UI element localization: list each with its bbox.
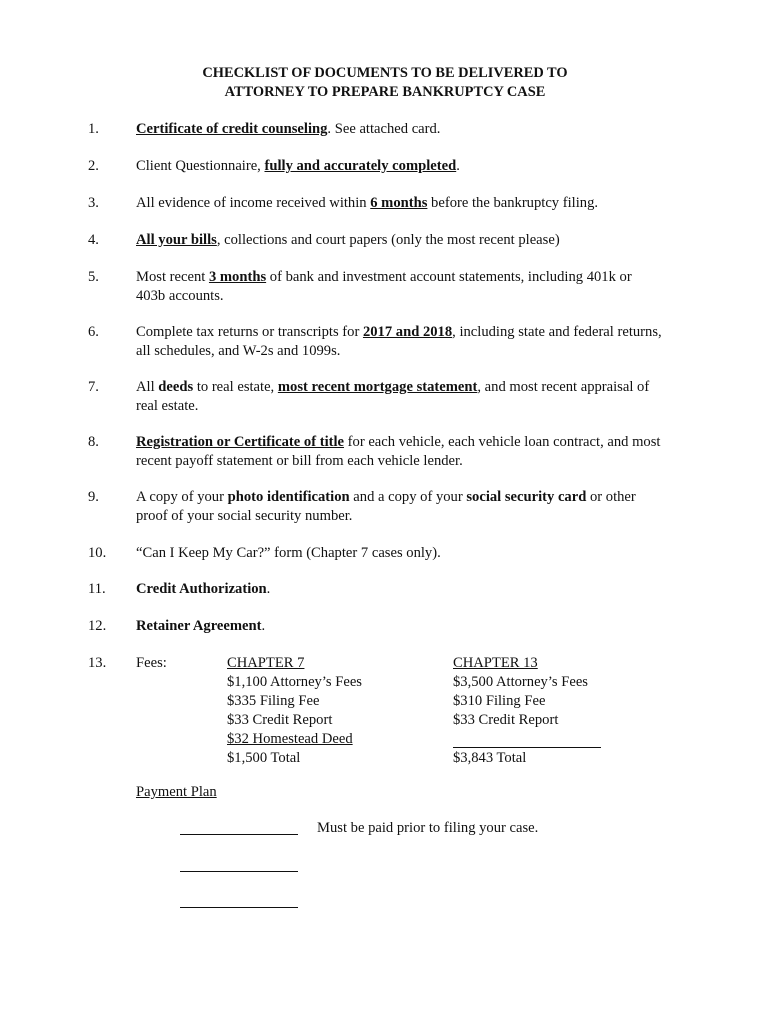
item-text: to real estate, [193,379,278,395]
chapter-7-homestead-deed: $32 Homestead Deed [227,731,353,747]
item-number: 9. [88,489,99,505]
chapter-13-blank-line [453,747,601,748]
chapter-7-total: $1,500 Total [227,750,301,766]
chapter-13-filing-fee: $310 Filing Fee [453,693,546,709]
item-number: 6. [88,324,99,340]
item-text: , including state and federal returns, [452,324,662,340]
item-text-line-2: recent payoff statement or bill from each vehicle lender. [136,453,463,469]
payment-plan-blank-2[interactable] [180,871,298,872]
item-number: 11. [88,581,106,597]
item-text: , and most recent appraisal of [477,379,650,395]
item-emphasis: most recent mortgage statement [277,379,478,395]
item-text: of bank and investment account statements, including 401k or [266,269,632,285]
item-text-line-2: all schedules, and W-2s and 1099s. [136,343,341,359]
item-text: . [266,581,271,597]
item-number: 3. [88,195,99,211]
item-text-line-2: proof of your social security number. [136,508,353,524]
item-text: or other [586,489,636,505]
item-emphasis: Credit Authorization [136,581,267,597]
chapter-13-heading: CHAPTER 13 [453,655,538,671]
item-emphasis: Retainer Agreement [136,618,262,634]
item-emphasis: photo identification [227,489,350,505]
item-text: Client Questionnaire, [136,158,265,174]
item-emphasis: 3 months [208,269,267,285]
item-text: and a copy of your [349,489,467,505]
item-text: . See attached card. [327,121,441,137]
item-text: Most recent [136,269,209,285]
item-text: . [456,158,460,174]
payment-plan-blank-1[interactable] [180,834,298,835]
chapter-7-filing-fee: $335 Filing Fee [227,693,320,709]
chapter-13-total: $3,843 Total [453,750,527,766]
payment-plan-label: Payment Plan [136,784,217,800]
payment-plan-blank-3[interactable] [180,907,298,908]
chapter-7-credit-report: $33 Credit Report [227,712,333,728]
item-text: , collections and court papers (only the most recent please) [216,232,560,248]
chapter-13-attorney-fee: $3,500 Attorney’s Fees [453,674,588,690]
item-emphasis: social security card [466,489,587,505]
title-line-2: ATTORNEY TO PREPARE BANKRUPTCY CASE [224,84,546,100]
item-emphasis: Registration or Certificate of title [136,434,345,450]
item-text-line-2: real estate. [136,398,199,414]
chapter-7-fees [227,654,362,768]
item-text: A copy of your [136,489,228,505]
item-number: 2. [88,158,99,174]
fees-label: Fees: [136,655,167,671]
chapter-13-credit-report: $33 Credit Report [453,712,559,728]
item-number: 13. [88,655,107,671]
item-number: 4. [88,232,99,248]
item-number: 1. [88,121,99,137]
item-text-line-2: 403b accounts. [136,288,224,304]
item-text: All evidence of income received within [136,195,371,211]
item-emphasis: fully and accurately completed [264,158,457,174]
item-emphasis: Certificate of credit counseling [136,121,328,137]
item-number: 12. [88,618,107,634]
item-text: Complete tax returns or transcripts for [136,324,363,340]
item-emphasis: deeds [158,379,194,395]
document-title [0,64,770,102]
chapter-7-attorney-fee: $1,100 Attorney’s Fees [227,674,362,690]
item-emphasis: 6 months [370,195,428,211]
item-text: before the bankruptcy filing. [427,195,599,211]
item-text: for each vehicle, each vehicle loan contract, and most [344,434,661,450]
item-number: 5. [88,269,99,285]
payment-plan-note: Must be paid prior to filing your case. [317,820,539,836]
chapter-13-fees [453,654,588,768]
item-emphasis: All your bills [136,232,217,248]
item-text: All [136,379,159,395]
title-line-1: CHECKLIST OF DOCUMENTS TO BE DELIVERED TO [202,65,568,81]
item-emphasis: 2017 and 2018 [362,324,453,340]
item-number: 7. [88,379,99,395]
item-number: 10. [88,545,107,561]
item-text: . [261,618,266,634]
item-text: “Can I Keep My Car?” form (Chapter 7 cases only). [136,545,441,561]
item-number: 8. [88,434,99,450]
chapter-7-heading: CHAPTER 7 [227,655,305,671]
chapter-13-blank-row [453,730,588,749]
